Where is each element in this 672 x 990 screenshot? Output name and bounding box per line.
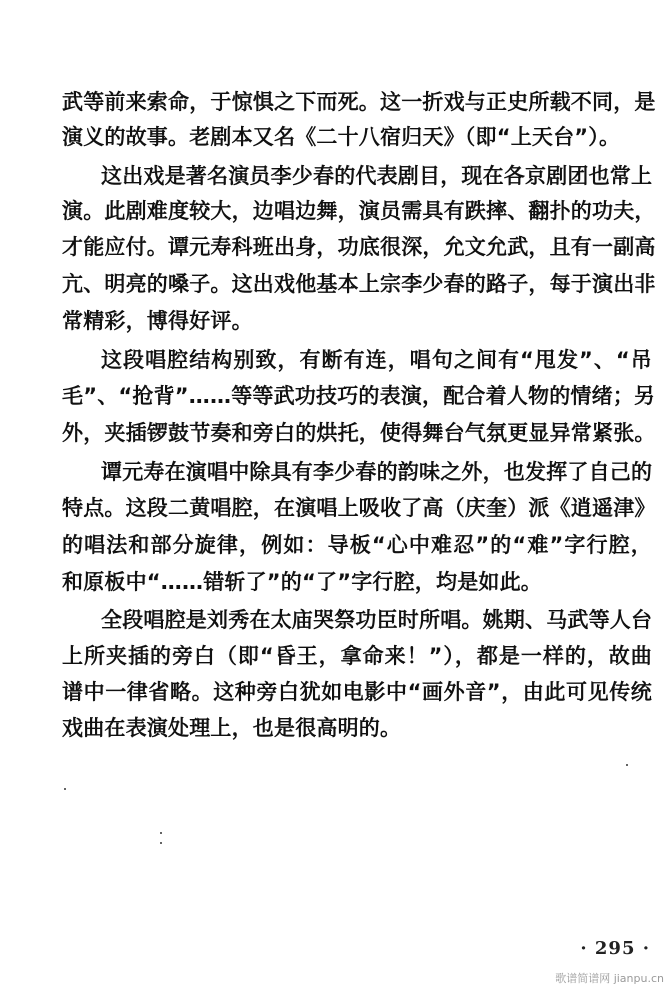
text-line: 演义的故事。老剧本又名《二十八宿归天》（即“上天台”）。 [62, 125, 621, 149]
text-line: 武等前来索命，于惊惧之下而死。这一折戏与正史所载不同，是 [62, 90, 656, 114]
paragraph-first-line: 谭元寿在演唱中除具有李少春的韵味之外，也发挥了自己的 [101, 460, 653, 484]
page-number: · 295 · [580, 938, 650, 959]
scan-speck [626, 764, 628, 766]
text-line: 和原板中“……错斩了”的“了”字行腔，均是如此。 [62, 570, 543, 594]
text-line: 上所夹插的旁白（即“昏王，拿命来！”），都是一样的，故曲 [62, 644, 652, 668]
watermark: 歌谱简谱网 jianpu.cn [555, 972, 664, 985]
paragraph-first-line: 这出戏是著名演员李少春的代表剧目，现在各京剧团也常上 [101, 164, 653, 188]
paragraph-first-line: 全段唱腔是刘秀在太庙哭祭功臣时所唱。姚期、马武等人台 [101, 608, 653, 632]
text-line: 才能应付。谭元寿科班出身，功底很深，允文允武，且有一副高 [62, 235, 656, 259]
scan-speck [160, 832, 162, 834]
text-line: 常精彩，博得好评。 [62, 309, 253, 333]
text-line: 外，夹插锣鼓节奏和旁白的烘托，使得舞台气氛更显异常紧张。 [62, 421, 656, 445]
text-line: 谱中一律省略。这种旁白犹如电影中“画外音”，由此可见传统 [62, 680, 652, 704]
text-line: 毛”、“抢背”……等等武功技巧的表演，配合着人物的情绪；另 [62, 384, 656, 408]
text-line: 演。此剧难度较大，边唱边舞，演员需具有跌摔、翻扑的功夫， [62, 199, 656, 223]
text-line: 特点。这段二黄唱腔，在演唱上吸收了高（庆奎）派《逍遥津》 [62, 496, 656, 520]
paragraph-first-line: 这段唱腔结构别致，有断有连，唱句之间有“甩发”、“吊 [101, 348, 652, 372]
text-line: 的唱法和部分旋律，例如：导板“心中难忍”的“难”字行腔， [62, 533, 652, 557]
text-line: 亢、明亮的嗓子。这出戏他基本上宗李少春的路子，每于演出非 [62, 272, 656, 296]
scan-speck [160, 842, 162, 844]
text-line: 戏曲在表演处理上，也是很高明的。 [62, 716, 402, 740]
scan-speck [64, 788, 66, 790]
